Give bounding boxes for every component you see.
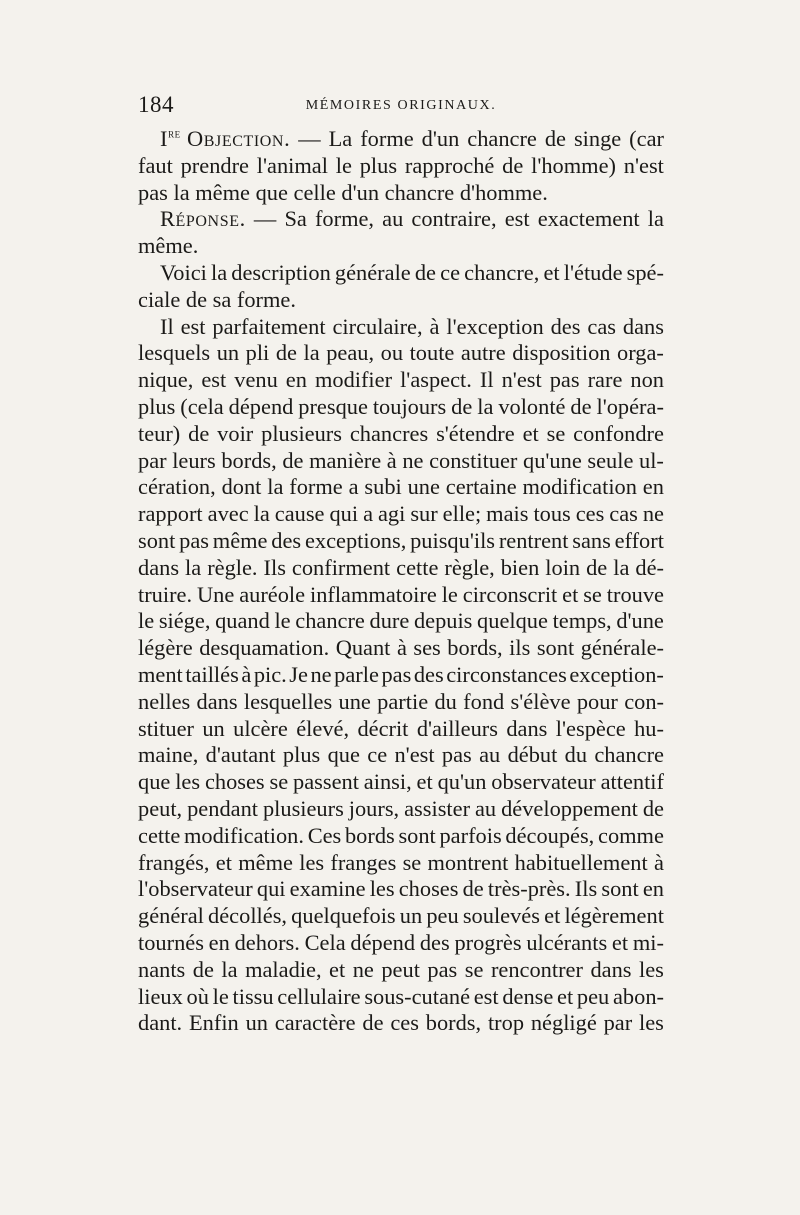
page-header bbox=[138, 92, 664, 124]
body-text bbox=[138, 126, 664, 1037]
text-line: par leurs bords, de manière à ne constituer qu'une seule ul- bbox=[138, 447, 664, 473]
text-line: nants de la maladie, et ne peut pas se rencontrer dans les bbox=[138, 956, 664, 982]
text-line: tournés en dehors. Cela dépend des progrès ulcérants et mi- bbox=[138, 929, 664, 955]
lead-word: Réponse. bbox=[160, 206, 246, 232]
text-line: maine, d'autant plus que ce n'est pas au début du chancre bbox=[138, 742, 664, 768]
text-line: légère desquamation. Quant à ses bords, ils sont générale- bbox=[138, 635, 664, 661]
text-line: cération, dont la forme a subi une certaine modification en bbox=[138, 474, 664, 500]
text-line: ciale de sa forme. bbox=[138, 286, 296, 312]
text-line: stituer un ulcère élevé, décrit d'ailleurs dans l'espèce hu- bbox=[138, 715, 664, 741]
text-line: l'observateur qui examine les choses de très-près. Ils sont en bbox=[138, 876, 664, 902]
text-line: lesquels un pli de la peau, ou toute autre disposition orga- bbox=[138, 340, 664, 366]
text-line: général décollés, quelquefois un peu soulevés et légèrement bbox=[138, 903, 664, 929]
text-line: cette modification. Ces bords sont parfois découpés, comme bbox=[138, 822, 664, 848]
text-line: plus (cela dépend presque toujours de la volonté de l'opéra- bbox=[138, 393, 664, 419]
text-line: dant. Enfin un caractère de ces bords, trop négligé par les bbox=[138, 1010, 664, 1036]
text-line: dans la règle. Ils confirment cette règle, bien loin de la dé- bbox=[138, 554, 664, 580]
text-line: Il est parfaitement circulaire, à l'exception des cas dans bbox=[160, 313, 664, 339]
text-line: nique, est venu en modifier l'aspect. Il n'est pas rare non bbox=[138, 367, 664, 393]
text-line: que les choses se passent ainsi, et qu'un observateur attentif bbox=[138, 769, 664, 795]
text-line: faut prendre l'animal le plus rapproché de l'homme) n'est bbox=[138, 152, 664, 178]
text-line: Voici la description générale de ce chancre, et l'étude spé- bbox=[160, 259, 664, 285]
page-number: 184 bbox=[138, 92, 174, 117]
text-line: lieux où le tissu cellulaire sous-cutané est dense et peu abon- bbox=[138, 983, 664, 1009]
text-line: le siége, quand le chancre dure depuis quelque temps, d'une bbox=[138, 608, 664, 634]
text-line: nelles dans lesquelles une partie du fond s'élève pour con- bbox=[138, 688, 664, 714]
text-line: Réponse. — Sa forme, au contraire, est exactement la bbox=[160, 206, 664, 232]
lead-word: Ire Objection. bbox=[160, 125, 291, 151]
text-line: rapport avec la cause qui a agi sur elle; mais tous ces cas ne bbox=[138, 501, 664, 527]
text-line: même. bbox=[138, 233, 199, 259]
text-line: frangés, et même les franges se montrent habituellement à bbox=[138, 849, 664, 875]
text-line: pas la même que celle d'un chancre d'homme. bbox=[138, 179, 548, 205]
text-line: sont pas même des exceptions, puisqu'ils rentrent sans effort bbox=[138, 527, 664, 553]
running-head: MÉMOIRES ORIGINAUX. bbox=[305, 98, 497, 113]
text-line: Ire Objection. — La forme d'un chancre de singe (car bbox=[160, 125, 664, 151]
text-line: ment taillés à pic. Je ne parle pas des circonstances exception- bbox=[138, 661, 664, 687]
text-line: truire. Une auréole inflammatoire le circonscrit et se trouve bbox=[138, 581, 664, 607]
text-line: peut, pendant plusieurs jours, assister au développement de bbox=[138, 795, 664, 821]
text-line: teur) de voir plusieurs chancres s'étendre et se confondre bbox=[138, 420, 664, 446]
